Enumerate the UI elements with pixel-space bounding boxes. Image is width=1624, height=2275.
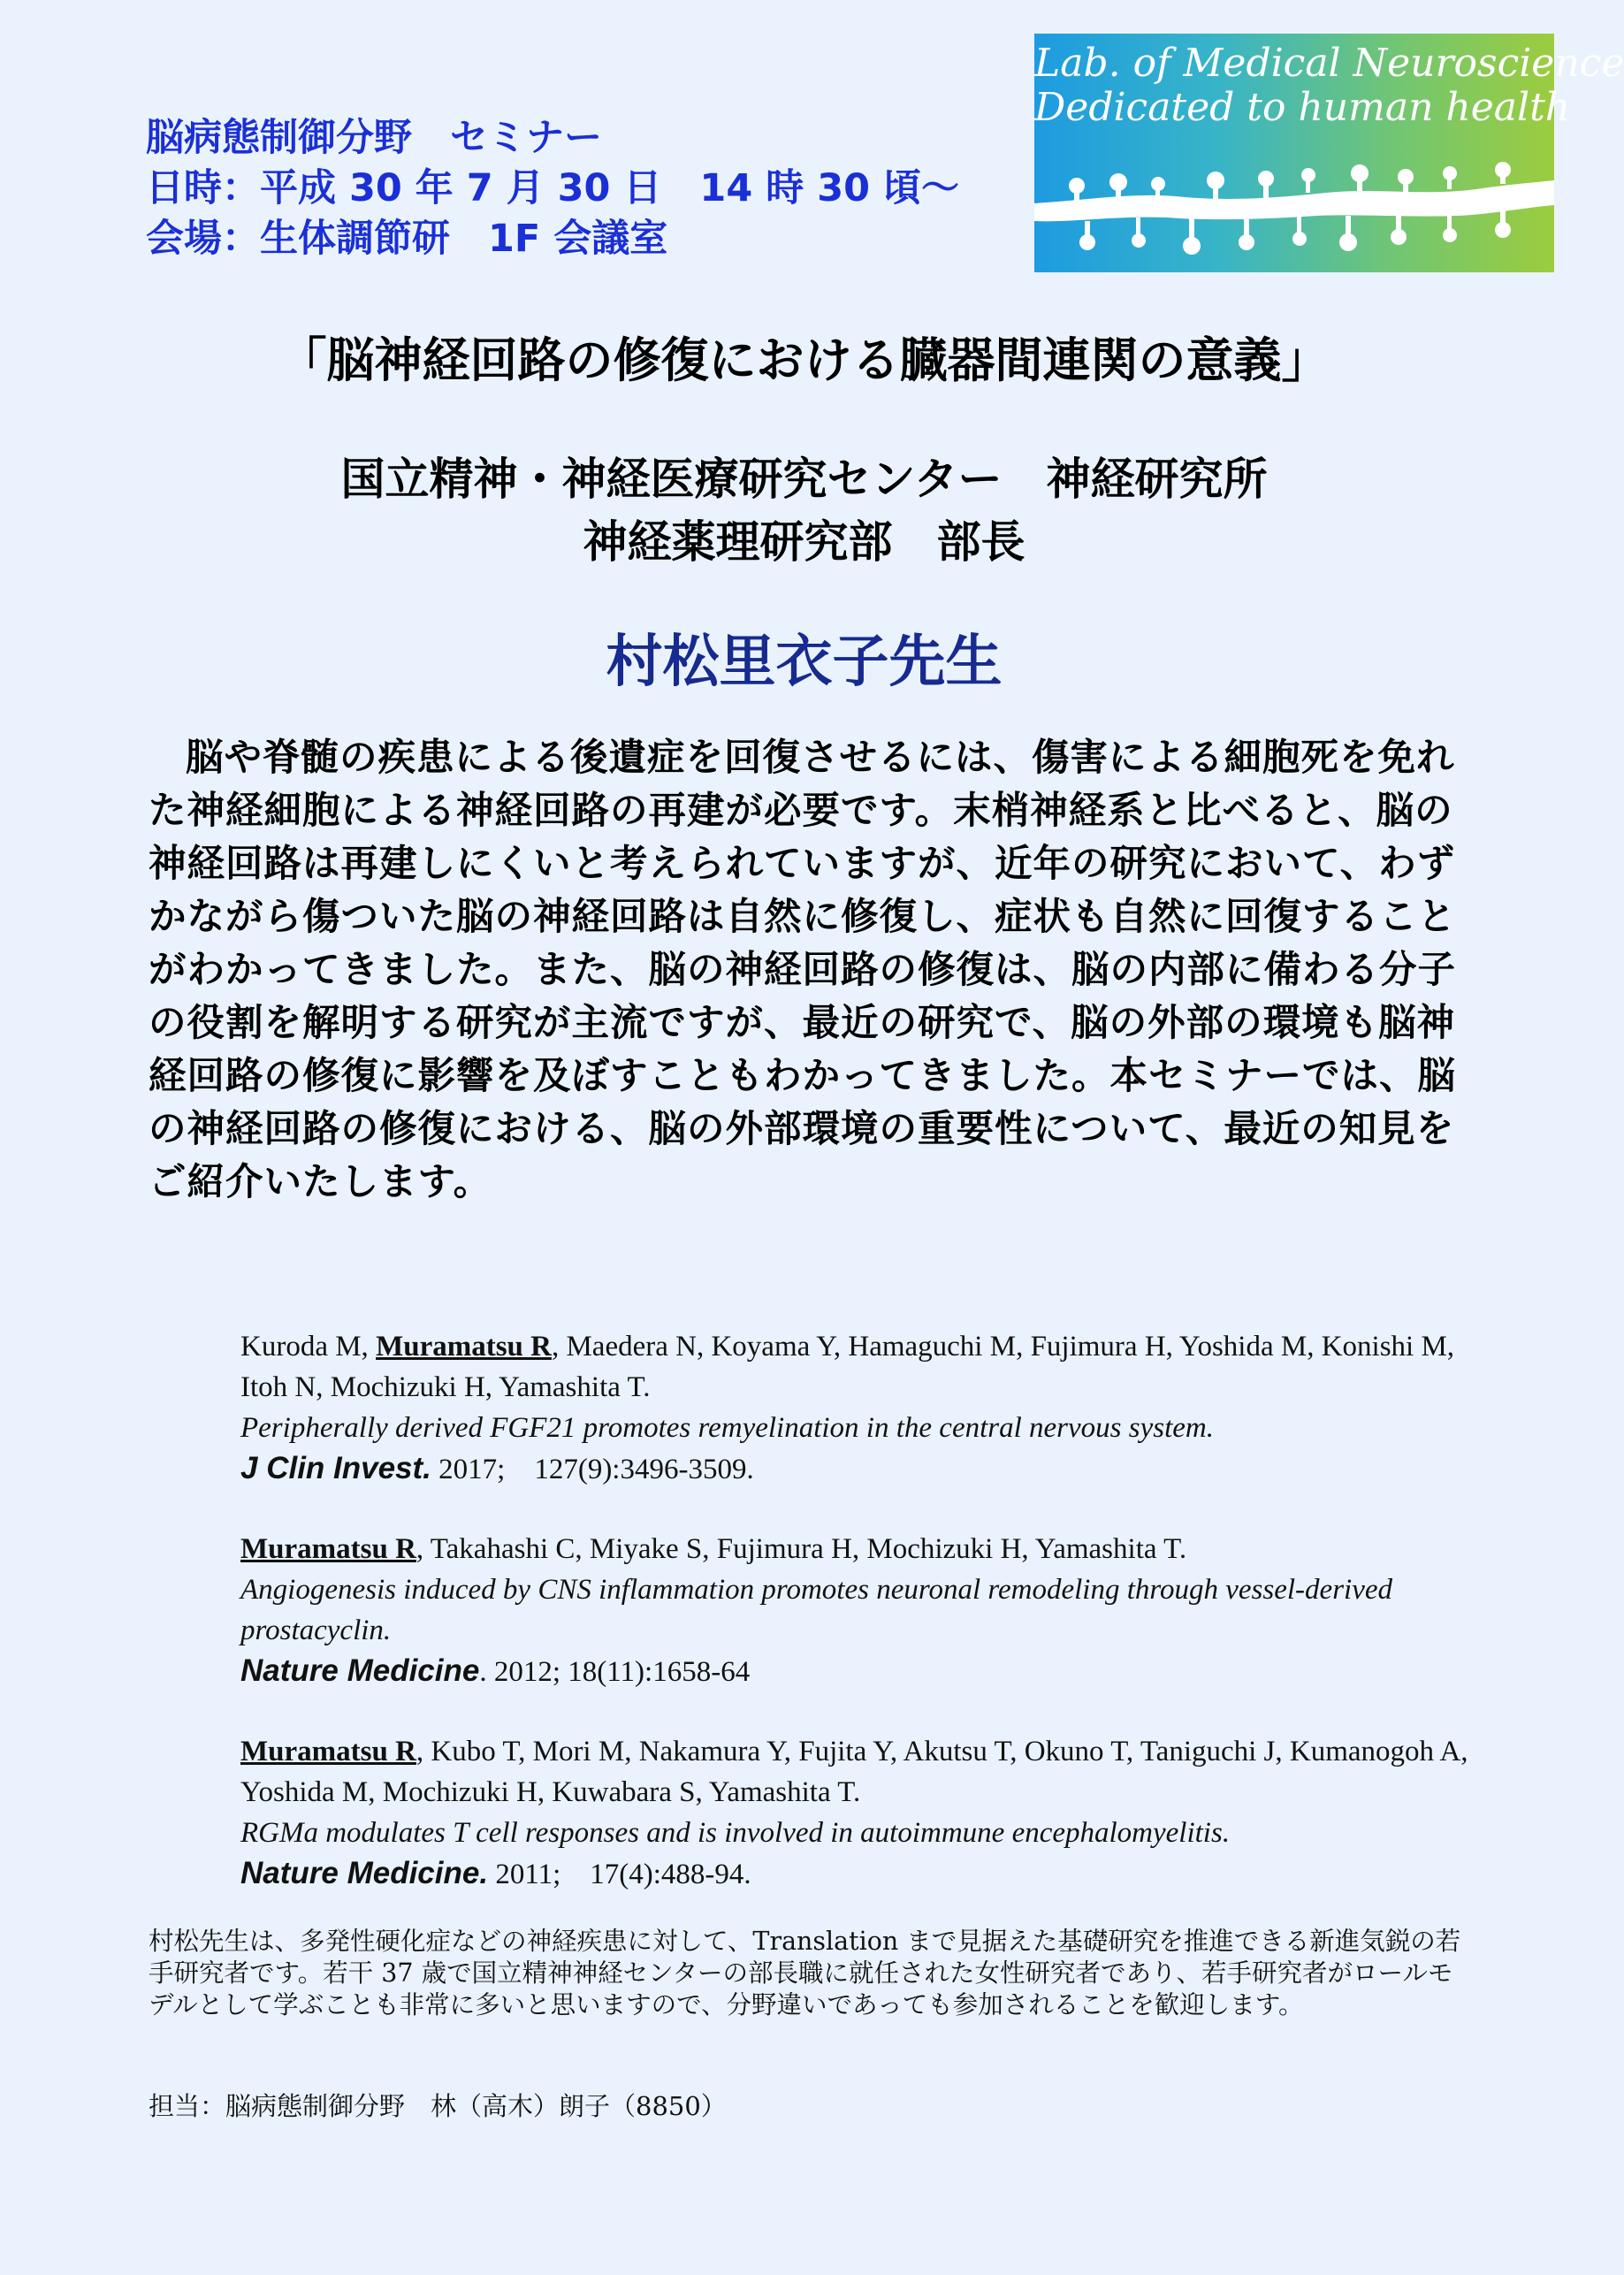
lab-logo <box>1034 34 1624 272</box>
seminar-datetime: 日時：平成 30 年 7 月 30 日 14 時 30 頃～ <box>146 166 960 210</box>
seminar-header <box>146 113 1030 264</box>
reference-journal: J Clin Invest. <box>240 1451 431 1485</box>
reference-citation: 2011; 17(4):488-94. <box>488 1859 751 1890</box>
reference-title: Angiogenesis induced by CNS inflammation promotes neuronal remodeling through vessel-derived prostacyclin. <box>240 1574 1393 1646</box>
contact-person: 担当：脳病態制御分野 林（高木）朗子（8850） <box>149 2091 727 2121</box>
reference-authors-post: , Kubo T, Mori M, Nakamura Y, Fujita Y, Akutsu T, Okuno T, Taniguchi J, Kumanogoh A, Yoshida M, Mochizuki H, Kuwabara S, Yamashita T. <box>240 1736 1468 1808</box>
reference-journal: Nature Medicine <box>240 1653 480 1688</box>
reference-item <box>240 1326 1496 1490</box>
reference-item <box>240 1529 1496 1692</box>
logo-line-2: Dedicated to human health <box>1034 85 1571 130</box>
reference-item <box>240 1731 1496 1895</box>
reference-journal: Nature Medicine. <box>240 1856 489 1890</box>
speaker-introduction-note: 村松先生は、多発性硬化症などの神経疾患に対して、Translation まで見据えた基礎研究を推進できる新進気鋭の若手研究者です。若干 37 歳で国立精神神経センターの部長職に就任された女性研究者であり、若手研究者がロールモデルとして学ぶことも非常に多いと思いますので、分野違いであっても参加されることを歓迎します。 <box>149 1927 1461 2019</box>
logo-line-1: Lab. of Medical Neuroscience <box>1034 41 1624 86</box>
reference-authors-post: , Maedera N, Koyama Y, Hamaguchi M, Fujimura H, Yoshida M, Konishi M, Itoh N, Mochizuki H, Yamashita T. <box>240 1331 1455 1403</box>
reference-citation: 2017; 127(9):3496-3509. <box>431 1454 754 1485</box>
speaker-name: 村松里衣子先生 <box>606 630 1003 695</box>
abstract-paragraph: 脳や脊髄の疾患による後遺症を回復させるには、傷害による細胞死を免れた神経細胞による神経回路の再建が必要です。末梢神経系と比べると、脳の神経回路は再建しにくいと考えられていますが、近年の研究において、わずかながら傷ついた脳の神経回路は自然に修復し、症状も自然に回復することがわかってきました。また、脳の神経回路の修復は、脳の内部に備わる分子の役割を解明する研究が主流ですが、最近の研究で、脳の外部の環境も脳神経回路の修復に影響を及ぼすこともわかってきました。本セミナーでは、脳の神経回路の修復における、脳の外部環境の重要性について、最近の知見をご紹介いたします。 <box>149 737 1457 1204</box>
reference-speaker-name: Muramatsu R <box>376 1331 552 1363</box>
reference-speaker-name: Muramatsu R <box>240 1736 416 1767</box>
reference-citation: . 2012; 18(11):1658-64 <box>479 1656 751 1688</box>
reference-speaker-name: Muramatsu R <box>240 1533 416 1565</box>
speaker-affiliation-department: 神経薬理研究部 部長 <box>583 516 1025 568</box>
speaker-affiliation-institute: 国立精神・神経医療研究センター 神経研究所 <box>340 454 1268 505</box>
talk-title: 「脳神経回路の修復における臓器間連関の意義」 <box>278 332 1330 388</box>
neuron-dendrite-graphic <box>1034 166 1554 272</box>
reference-authors-pre: Kuroda M, <box>240 1331 377 1363</box>
reference-authors-post: , Takahashi C, Miyake S, Fujimura H, Mochizuki H, Yamashita T. <box>416 1533 1187 1565</box>
reference-title: RGMa modulates T cell responses and is involved in autoimmune encephalomyelitis. <box>240 1817 1231 1849</box>
reference-title: Peripherally derived FGF21 promotes remyelination in the central nervous system. <box>240 1412 1214 1444</box>
seminar-venue: 会場：生体調節研 1F 会議室 <box>146 217 668 261</box>
reference-list <box>240 1326 1496 1934</box>
seminar-series: 脳病態制御分野 セミナー <box>146 116 602 160</box>
